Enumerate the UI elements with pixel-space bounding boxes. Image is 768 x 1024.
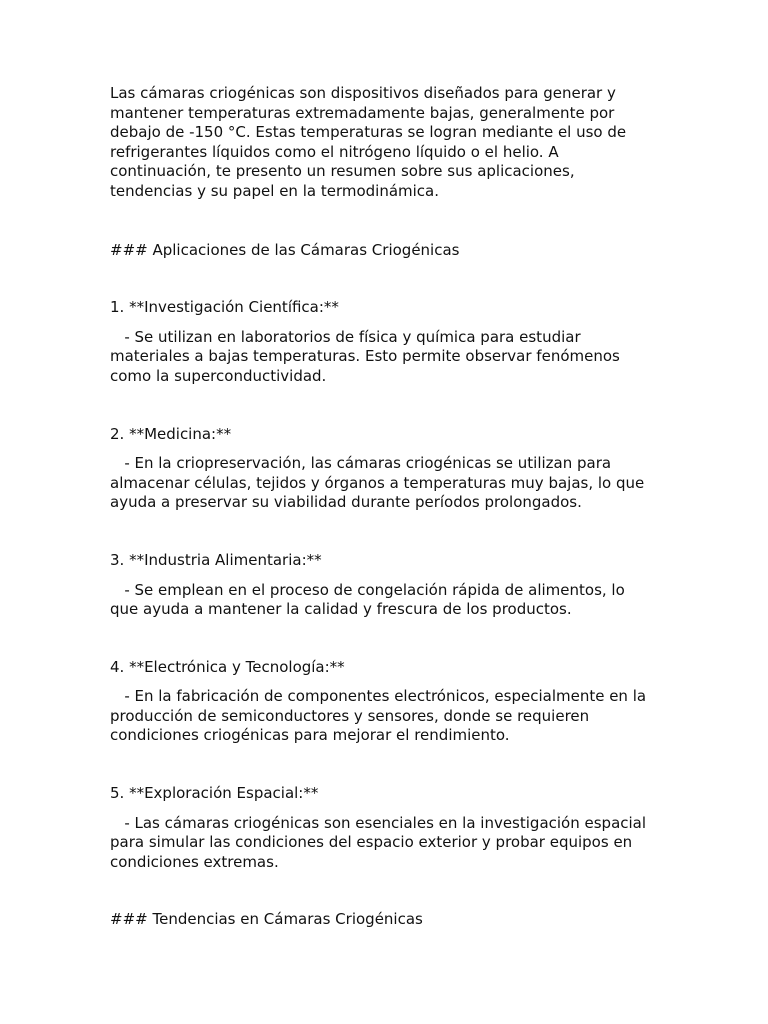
item-description: - Las cámaras criogénicas son esenciales en la investigación espacial para simular las condiciones del espacio exterior y probar equipos en condiciones extremas. [110,813,651,871]
item-description: - En la criopreservación, las cámaras criogénicas se utilizan para almacenar células, tejidos y órganos a temperaturas muy bajas, lo que ayuda a preservar su viabilidad durante períodos prolongados. [110,454,650,512]
item-title: 3. **Industria Alimentaria:** [110,550,322,569]
item-description: - En la fabricación de componentes electrónicos, especialmente en la producción de semiconductores y sensores, donde se requieren condiciones criogénicas para mejorar el rendimiento. [110,687,651,745]
intro-paragraph: Las cámaras criogénicas son dispositivos diseñados para generar y mantener temperaturas extremadamente bajas, generalmente por debajo de -150 °C. Estas temperaturas se logran mediante el uso de refrigerantes líquidos como el nitrógeno líquido o el helio. A continuación, te presento un resumen sobre sus aplicaciones, tendencias y su papel en la termodinámica. [110,84,631,200]
item-description: - Se utilizan en laboratorios de física y química para estudiar materiales a bajas temperaturas. Esto permite observar fenómenos como la superconductividad. [110,327,625,385]
item-title: 5. **Exploración Espacial:** [110,784,319,803]
item-title: 4. **Electrónica y Tecnología:** [110,657,345,676]
heading-applications: ### Aplicaciones de las Cámaras Criogénicas [110,240,460,259]
document-page [110,84,650,968]
item-title: 1. **Investigación Científica:** [110,298,339,317]
item-title: 2. **Medicina:** [110,424,232,443]
heading-trends: ### Tendencias en Cámaras Criogénicas [110,910,423,929]
item-description: - Se emplean en el proceso de congelación rápida de alimentos, lo que ayuda a mantener la calidad y frescura de los productos. [110,580,630,619]
